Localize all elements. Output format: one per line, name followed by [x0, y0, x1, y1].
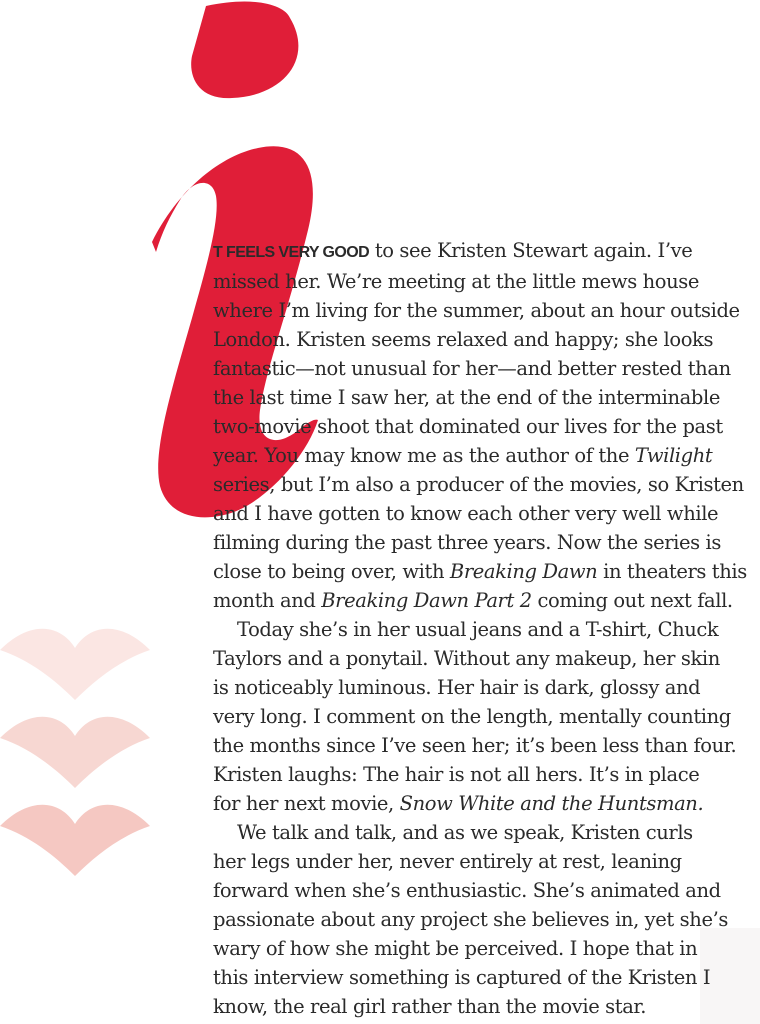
text-line: where I’m living for the summer, about an hour outside — [213, 299, 740, 322]
article-body — [213, 236, 747, 1021]
text-line: the months since I’ve seen her; it’s been less than four. — [213, 734, 737, 757]
text-line: series, but I’m also a producer of the movies, so Kristen — [213, 473, 744, 496]
text-line: year. You may know me as the author of the Twilight — [213, 444, 713, 467]
text-line: very long. I comment on the length, mentally counting — [213, 705, 731, 728]
text-line: missed her. We’re meeting at the little mews house — [213, 270, 700, 293]
heart-shape-3 — [0, 805, 150, 876]
text-line: is noticeably luminous. Her hair is dark, glossy and — [213, 676, 701, 699]
dropcap-dot — [191, 2, 298, 99]
movie-title: Breaking Dawn Part 2 — [321, 589, 532, 612]
text-line: two-movie shoot that dominated our lives for the past — [213, 415, 723, 438]
text-line: Kristen laughs: The hair is not all hers. It’s in place — [213, 763, 700, 786]
text-line: the last time I saw her, at the end of the interminable — [213, 386, 720, 409]
text-line: wary of how she might be perceived. I hope that in — [213, 937, 698, 960]
lead-in: T FEELS VERY GOOD — [213, 244, 370, 261]
text-line: T FEELS VERY GOOD to see Kristen Stewart again. I’ve — [213, 239, 693, 262]
heart-shape-2 — [0, 717, 150, 788]
movie-title: Snow White and the Huntsman. — [399, 792, 704, 815]
text-line: this interview something is captured of the Kristen I — [213, 966, 711, 989]
text-line: London. Kristen seems relaxed and happy; she looks — [213, 328, 714, 351]
text-line: Today she’s in her usual jeans and a T-shirt, Chuck — [237, 618, 719, 641]
text-line: filming during the past three years. Now the series is — [213, 531, 722, 554]
heart-shape-1 — [0, 629, 150, 700]
text-line: her legs under her, never entirely at rest, leaning — [213, 850, 682, 873]
decorative-hearts — [0, 620, 160, 900]
text-line: Taylors and a ponytail. Without any makeup, her skin — [213, 647, 720, 670]
text-line: passionate about any project she believes in, yet she’s — [213, 908, 728, 931]
text-line: We talk and talk, and as we speak, Kristen curls — [237, 821, 693, 844]
text-line: month and Breaking Dawn Part 2 coming out next fall. — [213, 589, 733, 612]
book-title: Twilight — [634, 444, 713, 467]
text-line: fantastic—not unusual for her—and better rested than — [213, 357, 731, 380]
text-line: close to being over, with Breaking Dawn in theaters this — [213, 560, 747, 583]
text-line: know, the real girl rather than the movie star. — [213, 995, 647, 1018]
movie-title: Breaking Dawn — [449, 560, 598, 583]
text-line: forward when she’s enthusiastic. She’s animated and — [213, 879, 721, 902]
text-line: for her next movie, Snow White and the Huntsman. — [213, 792, 704, 815]
text-line: and I have gotten to know each other very well while — [213, 502, 719, 525]
